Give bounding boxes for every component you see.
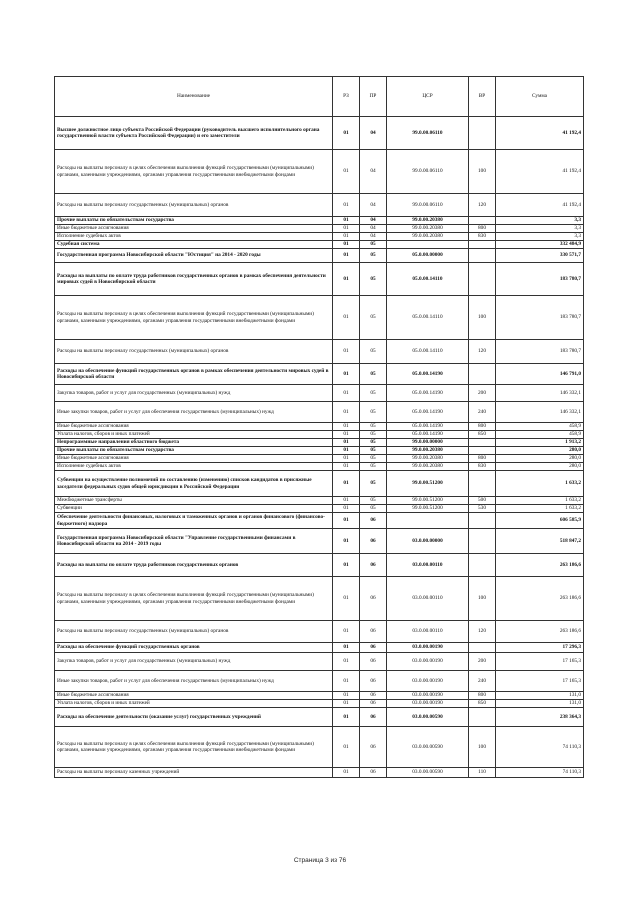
row-name: Уплата налогов, сборов и иных платежей — [55, 431, 333, 439]
row-csr: 05.0.00.14110 — [387, 263, 469, 296]
row-vr — [469, 439, 496, 447]
row-vr: 120 — [469, 340, 496, 364]
table-row — [55, 385, 584, 402]
row-name: Расходы на выплаты персоналу в целях обеспечения выполнения функций государственными (муниципальными) органами, казенными учреждениями, органами управления государственными внебюджетными фондами — [55, 727, 333, 768]
row-sum: 17 165,3 — [496, 671, 584, 692]
row-sum: 146 791,0 — [496, 364, 584, 385]
row-csr: 99.0.00.20380 — [387, 233, 469, 241]
row-vr: 800 — [469, 225, 496, 233]
row-pr: 05 — [360, 241, 387, 249]
budget-table-page — [54, 76, 583, 778]
row-sum: 280,0 — [496, 463, 584, 471]
row-pr: 04 — [360, 194, 387, 217]
row-vr: 800 — [469, 455, 496, 463]
row-pr: 05 — [360, 447, 387, 455]
row-sum: 74 110,3 — [496, 727, 584, 768]
row-pr: 05 — [360, 431, 387, 439]
row-pr: 05 — [360, 463, 387, 471]
row-name: Уплата налогов, сборов и иных платежей — [55, 700, 333, 708]
row-csr: 99.0.00.20380 — [387, 225, 469, 233]
row-vr — [469, 263, 496, 296]
row-rz: 01 — [333, 340, 360, 364]
row-rz: 01 — [333, 263, 360, 296]
row-pr: 05 — [360, 402, 387, 423]
row-sum: 41 192,4 — [496, 150, 584, 194]
row-sum: 1 633,2 — [496, 505, 584, 513]
row-csr: 03.0.00.00190 — [387, 700, 469, 708]
row-sum: 332 484,9 — [496, 241, 584, 249]
row-vr: 100 — [469, 296, 496, 340]
row-sum: 3,3 — [496, 233, 584, 241]
table-row — [55, 364, 584, 385]
table-row — [55, 554, 584, 577]
row-name: Закупка товаров, работ и услуг для государственных (муниципальных) нужд — [55, 385, 333, 402]
row-csr: 03.0.00.00590 — [387, 727, 469, 768]
table-header-row — [55, 77, 584, 117]
row-name: Непрограммные направления областного бюджета — [55, 439, 333, 447]
row-rz: 01 — [333, 671, 360, 692]
row-vr — [469, 447, 496, 455]
row-pr: 05 — [360, 364, 387, 385]
row-csr: 03.0.00.00000 — [387, 529, 469, 554]
row-rz: 01 — [333, 554, 360, 577]
row-rz: 01 — [333, 653, 360, 671]
row-csr: 03.0.00.00190 — [387, 643, 469, 653]
table-row — [55, 150, 584, 194]
row-pr: 04 — [360, 217, 387, 225]
row-sum: 1 633,2 — [496, 497, 584, 505]
row-sum: 3,3 — [496, 225, 584, 233]
row-pr: 06 — [360, 671, 387, 692]
table-row — [55, 447, 584, 455]
row-csr: 05.0.00.14110 — [387, 296, 469, 340]
table-row — [55, 241, 584, 249]
row-name: Прочие выплаты по обязательствам государства — [55, 217, 333, 225]
row-name: Расходы на выплаты персоналу казенных учреждений — [55, 768, 333, 778]
row-vr: 500 — [469, 497, 496, 505]
budget-table — [54, 76, 584, 778]
row-vr — [469, 554, 496, 577]
row-sum: 280,0 — [496, 447, 584, 455]
row-pr: 06 — [360, 513, 387, 529]
row-vr — [469, 249, 496, 263]
row-rz: 01 — [333, 692, 360, 700]
row-rz: 01 — [333, 194, 360, 217]
row-rz: 01 — [333, 402, 360, 423]
row-vr: 100 — [469, 577, 496, 621]
row-pr: 04 — [360, 117, 387, 150]
header-rz: РЗ — [333, 77, 360, 117]
row-sum: 146 332,1 — [496, 402, 584, 423]
row-rz: 01 — [333, 241, 360, 249]
row-name: Исполнение судебных актов — [55, 463, 333, 471]
row-csr: 99.0.00.51200 — [387, 505, 469, 513]
row-vr — [469, 117, 496, 150]
row-sum: 74 110,3 — [496, 768, 584, 778]
row-rz: 01 — [333, 225, 360, 233]
row-csr: 99.0.00.51200 — [387, 471, 469, 497]
row-csr: 05.0.00.14190 — [387, 385, 469, 402]
row-pr: 05 — [360, 439, 387, 447]
table-row — [55, 217, 584, 225]
row-csr: 05.0.00.14190 — [387, 364, 469, 385]
table-row — [55, 497, 584, 505]
row-sum: 1 913,2 — [496, 439, 584, 447]
row-sum: 263 186,6 — [496, 577, 584, 621]
row-pr: 05 — [360, 423, 387, 431]
table-row — [55, 439, 584, 447]
row-rz: 01 — [333, 217, 360, 225]
row-pr: 05 — [360, 385, 387, 402]
row-sum: 238 364,3 — [496, 708, 584, 727]
header-sum: Сумма — [496, 77, 584, 117]
row-rz: 01 — [333, 249, 360, 263]
row-csr: 99.0.00.20380 — [387, 463, 469, 471]
row-vr: 800 — [469, 692, 496, 700]
row-vr: 850 — [469, 431, 496, 439]
row-vr: 850 — [469, 700, 496, 708]
row-name: Субвенции — [55, 505, 333, 513]
row-rz: 01 — [333, 577, 360, 621]
table-row — [55, 671, 584, 692]
row-vr: 110 — [469, 768, 496, 778]
row-name: Расходы на выплаты персоналу в целях обеспечения выполнения функций государственными (муниципальными) органами, казенными учреждениями, органами управления государственными внебюджетными фондами — [55, 577, 333, 621]
row-vr: 240 — [469, 402, 496, 423]
row-name: Расходы на обеспечение деятельности (оказание услуг) государственных учреждений — [55, 708, 333, 727]
row-sum: 458,9 — [496, 423, 584, 431]
row-vr — [469, 364, 496, 385]
table-row — [55, 577, 584, 621]
row-sum: 263 186,6 — [496, 621, 584, 643]
header-vr: ВР — [469, 77, 496, 117]
row-sum: 606 585,9 — [496, 513, 584, 529]
row-csr: 05.0.00.14190 — [387, 423, 469, 431]
row-name: Иные бюджетные ассигнования — [55, 455, 333, 463]
table-row — [55, 117, 584, 150]
table-row — [55, 692, 584, 700]
row-sum: 41 192,4 — [496, 117, 584, 150]
row-rz: 01 — [333, 768, 360, 778]
row-csr: 03.0.00.00590 — [387, 768, 469, 778]
row-name: Расходы на выплаты персоналу в целях обеспечения выполнения функций государственными (муниципальными) органами, казенными учреждениями, органами управления государственными внебюджетными фондами — [55, 150, 333, 194]
row-rz: 01 — [333, 529, 360, 554]
row-csr: 03.0.00.00110 — [387, 621, 469, 643]
row-name: Расходы на выплаты по оплате труда работников государственных органов в рамках обеспечения деятельности мировых судей в Новосибирской области — [55, 263, 333, 296]
table-row — [55, 700, 584, 708]
row-csr: 05.0.00.14190 — [387, 431, 469, 439]
row-rz: 01 — [333, 700, 360, 708]
row-name: Расходы на выплаты персоналу государственных (муниципальных) органов — [55, 340, 333, 364]
row-pr: 05 — [360, 296, 387, 340]
row-rz: 01 — [333, 423, 360, 431]
row-pr: 04 — [360, 233, 387, 241]
row-csr: 05.0.00.14110 — [387, 340, 469, 364]
row-vr: 830 — [469, 233, 496, 241]
table-row — [55, 340, 584, 364]
row-sum: 263 186,6 — [496, 554, 584, 577]
row-csr: 03.0.00.00190 — [387, 692, 469, 700]
row-csr: 03.0.00.00590 — [387, 708, 469, 727]
row-vr — [469, 529, 496, 554]
row-vr: 120 — [469, 194, 496, 217]
row-vr — [469, 217, 496, 225]
row-pr: 06 — [360, 643, 387, 653]
row-name: Иные бюджетные ассигнования — [55, 225, 333, 233]
row-name: Расходы на выплаты персоналу в целях обеспечения выполнения функций государственными (муниципальными) органами, казенными учреждениями, органами управления государственными внебюджетными фондами — [55, 296, 333, 340]
row-name: Государственная программа Новосибирской области "Управление государственными финансами в Новосибирской области на 2014 - 2019 годы — [55, 529, 333, 554]
row-name: Иные закупки товаров, работ и услуг для обеспечения государственных (муниципальных) нужд — [55, 671, 333, 692]
row-csr: 99.0.00.51200 — [387, 497, 469, 505]
row-pr: 05 — [360, 263, 387, 296]
row-rz: 01 — [333, 463, 360, 471]
row-csr — [387, 241, 469, 249]
row-pr: 06 — [360, 529, 387, 554]
row-vr: 830 — [469, 463, 496, 471]
row-vr — [469, 471, 496, 497]
row-rz: 01 — [333, 497, 360, 505]
row-sum: 183 780,7 — [496, 340, 584, 364]
row-name: Высшее должностное лицо субъекта Российской Федерации (руководитель высшего исполнительного органа государственной власти субъекта Российской Федерации) и его заместители — [55, 117, 333, 150]
table-row — [55, 653, 584, 671]
row-pr: 06 — [360, 708, 387, 727]
row-csr: 99.0.00.00000 — [387, 439, 469, 447]
row-name: Иные бюджетные ассигнования — [55, 692, 333, 700]
row-pr: 06 — [360, 554, 387, 577]
row-sum: 146 332,1 — [496, 385, 584, 402]
row-rz: 01 — [333, 455, 360, 463]
row-rz: 01 — [333, 447, 360, 455]
row-sum: 330 571,7 — [496, 249, 584, 263]
row-sum: 3,3 — [496, 217, 584, 225]
row-vr: 200 — [469, 385, 496, 402]
row-pr: 05 — [360, 471, 387, 497]
table-row — [55, 296, 584, 340]
row-vr — [469, 643, 496, 653]
row-pr: 04 — [360, 150, 387, 194]
header-name: Наименование — [55, 77, 333, 117]
row-pr: 06 — [360, 577, 387, 621]
row-vr — [469, 513, 496, 529]
row-rz: 01 — [333, 643, 360, 653]
table-row — [55, 194, 584, 217]
row-pr: 05 — [360, 455, 387, 463]
table-row — [55, 768, 584, 778]
row-name: Иные закупки товаров, работ и услуг для обеспечения государственных (муниципальных) нужд — [55, 402, 333, 423]
row-vr: 240 — [469, 671, 496, 692]
row-rz: 01 — [333, 117, 360, 150]
row-pr: 05 — [360, 249, 387, 263]
row-sum: 183 780,7 — [496, 296, 584, 340]
row-csr: 99.0.00.06110 — [387, 194, 469, 217]
table-row — [55, 233, 584, 241]
row-rz: 01 — [333, 233, 360, 241]
row-rz: 01 — [333, 513, 360, 529]
row-csr: 03.0.00.00110 — [387, 554, 469, 577]
row-rz: 01 — [333, 364, 360, 385]
row-name: Судебная система — [55, 241, 333, 249]
row-pr: 06 — [360, 727, 387, 768]
row-csr: 99.0.00.06110 — [387, 117, 469, 150]
row-rz: 01 — [333, 505, 360, 513]
table-row — [55, 249, 584, 263]
row-rz: 01 — [333, 471, 360, 497]
table-row — [55, 621, 584, 643]
row-pr: 04 — [360, 225, 387, 233]
row-rz: 01 — [333, 708, 360, 727]
row-sum: 131,0 — [496, 700, 584, 708]
row-rz: 01 — [333, 150, 360, 194]
row-sum: 131,0 — [496, 692, 584, 700]
row-sum: 1 633,2 — [496, 471, 584, 497]
row-pr: 06 — [360, 621, 387, 643]
row-csr: 05.0.00.14190 — [387, 402, 469, 423]
row-sum: 183 780,7 — [496, 263, 584, 296]
row-sum: 280,0 — [496, 455, 584, 463]
row-rz: 01 — [333, 621, 360, 643]
table-row — [55, 402, 584, 423]
row-pr: 06 — [360, 692, 387, 700]
row-vr: 120 — [469, 621, 496, 643]
row-name: Иные бюджетные ассигнования — [55, 423, 333, 431]
row-csr: 03.0.00.00190 — [387, 653, 469, 671]
row-rz: 01 — [333, 439, 360, 447]
row-pr: 06 — [360, 768, 387, 778]
table-row — [55, 463, 584, 471]
row-rz: 01 — [333, 296, 360, 340]
table-row — [55, 263, 584, 296]
row-vr: 530 — [469, 505, 496, 513]
row-rz: 01 — [333, 385, 360, 402]
row-name: Межбюджетные трансферты — [55, 497, 333, 505]
row-name: Расходы на обеспечение функций государственных органов в рамках обеспечения деятельности мировых судей в Новосибирской области — [55, 364, 333, 385]
table-row — [55, 423, 584, 431]
row-pr: 06 — [360, 700, 387, 708]
row-sum: 458,9 — [496, 431, 584, 439]
table-row — [55, 513, 584, 529]
row-sum: 17 296,3 — [496, 643, 584, 653]
row-vr — [469, 241, 496, 249]
row-name: Исполнение судебных актов — [55, 233, 333, 241]
table-row — [55, 505, 584, 513]
row-name: Расходы на обеспечение функций государственных органов — [55, 643, 333, 653]
row-name: Обеспечение деятельности финансовых, налоговых и таможенных органов и органов финансового (финансово-бюджетного) надзора — [55, 513, 333, 529]
row-rz: 01 — [333, 727, 360, 768]
row-csr: 99.0.00.20380 — [387, 217, 469, 225]
row-sum: 17 165,3 — [496, 653, 584, 671]
row-vr — [469, 708, 496, 727]
header-pr: ПР — [360, 77, 387, 117]
row-csr: 03.0.00.00190 — [387, 671, 469, 692]
row-pr: 05 — [360, 340, 387, 364]
row-rz: 01 — [333, 431, 360, 439]
page-footer: Страница 3 из 76 — [293, 857, 347, 864]
row-pr: 06 — [360, 653, 387, 671]
row-csr: 99.0.00.06110 — [387, 150, 469, 194]
row-csr: 99.0.00.20380 — [387, 455, 469, 463]
header-csr: ЦСР — [387, 77, 469, 117]
row-csr: 03.0.00.00110 — [387, 577, 469, 621]
row-vr: 200 — [469, 653, 496, 671]
row-pr: 05 — [360, 497, 387, 505]
row-csr — [387, 513, 469, 529]
table-row — [55, 708, 584, 727]
row-vr: 100 — [469, 727, 496, 768]
row-name: Закупка товаров, работ и услуг для государственных (муниципальных) нужд — [55, 653, 333, 671]
table-row — [55, 225, 584, 233]
table-row — [55, 727, 584, 768]
row-sum: 518 847,2 — [496, 529, 584, 554]
row-sum: 41 192,4 — [496, 194, 584, 217]
table-row — [55, 455, 584, 463]
table-row — [55, 471, 584, 497]
table-row — [55, 431, 584, 439]
row-pr: 05 — [360, 505, 387, 513]
row-csr: 99.0.00.20380 — [387, 447, 469, 455]
table-row — [55, 643, 584, 653]
row-csr: 05.0.00.00000 — [387, 249, 469, 263]
table-row — [55, 529, 584, 554]
row-vr: 800 — [469, 423, 496, 431]
row-name: Расходы на выплаты персоналу государственных (муниципальных) органов — [55, 621, 333, 643]
row-name: Государственная программа Новосибирской области "Юстиция" на 2014 - 2020 годы — [55, 249, 333, 263]
row-vr: 100 — [469, 150, 496, 194]
row-name: Субвенции на осуществление полномочий по составлению (изменению) списков кандидатов в присяжные заседатели федеральных судов общей юрисдикции в Российской Федерации — [55, 471, 333, 497]
row-name: Прочие выплаты по обязательствам государства — [55, 447, 333, 455]
row-name: Расходы на выплаты персоналу государственных (муниципальных) органов — [55, 194, 333, 217]
row-name: Расходы на выплаты по оплате труда работников государственных органов — [55, 554, 333, 577]
